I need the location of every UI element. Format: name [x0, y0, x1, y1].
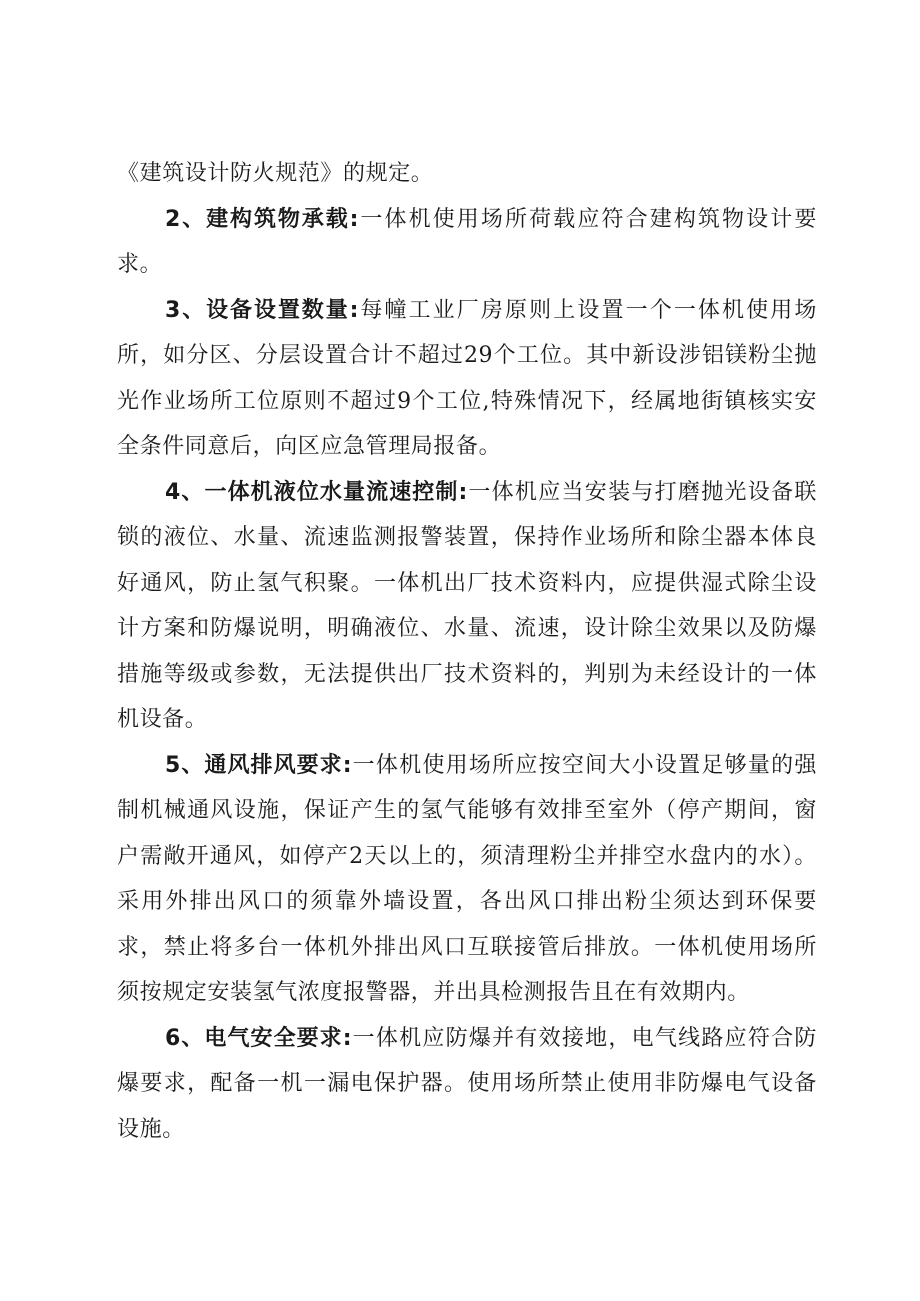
paragraph-electrical-safety: [117, 1016, 817, 1153]
paragraph-text: 一体机使用场所应按空间大小设置足够量的强制机械通风设施，保证产生的氢气能够有效排至室外（停产期间，窗户需敞开通风，如停产2天以上的，须清理粉尘并排空水盘内的水）。采用外排出风口的须靠外墙设置，各出风口排出粉尘须达到环保要求，禁止将多台一体机外排出风口互联接管后排放。一体机使用场所须按规定安装氢气浓度报警器，并出具检测报告且在有效期内。: [117, 752, 817, 1005]
paragraph-heading: 3、设备设置数量:: [165, 297, 359, 323]
paragraph-building-load: [117, 197, 817, 288]
paragraph-ventilation: [117, 743, 817, 1016]
paragraph-heading: 2、建构筑物承载:: [165, 206, 359, 232]
paragraph-text: 《建筑设计防火规范》的规定。: [117, 161, 434, 186]
paragraph-continuation: [117, 151, 817, 197]
paragraph-heading: 6、电气安全要求:: [165, 1025, 352, 1051]
paragraph-text: 每幢工业厂房原则上设置一个一体机使用场所，如分区、分层设置合计不超过29个工位。其中新设涉铝镁粉尘抛光作业场所工位原则不超过9个工位,特殊情况下，经属地街镇核实安全条件同意后，向区应急管理局报备。: [117, 297, 817, 459]
paragraph-liquid-level-control: [117, 470, 817, 743]
document-body: [117, 151, 817, 1152]
paragraph-text: 一体机应防爆并有效接地，电气线路应符合防爆要求，配备一机一漏电保护器。使用场所禁止使用非防爆电气设备设施。: [117, 1025, 817, 1142]
paragraph-heading: 4、一体机液位水量流速控制:: [165, 479, 468, 505]
paragraph-heading: 5、通风排风要求:: [165, 752, 352, 778]
paragraph-text: 一体机使用场所荷载应符合建构筑物设计要求。: [117, 206, 817, 277]
paragraph-equipment-quantity: [117, 288, 817, 470]
paragraph-text: 一体机应当安装与打磨抛光设备联锁的液位、水量、流速监测报警装置，保持作业场所和除尘器本体良好通风，防止氢气积聚。一体机出厂技术资料内，应提供湿式除尘设计方案和防爆说明，明确液位、水量、流速，设计除尘效果以及防爆措施等级或参数，无法提供出厂技术资料的，判别为未经设计的一体机设备。: [117, 479, 817, 732]
